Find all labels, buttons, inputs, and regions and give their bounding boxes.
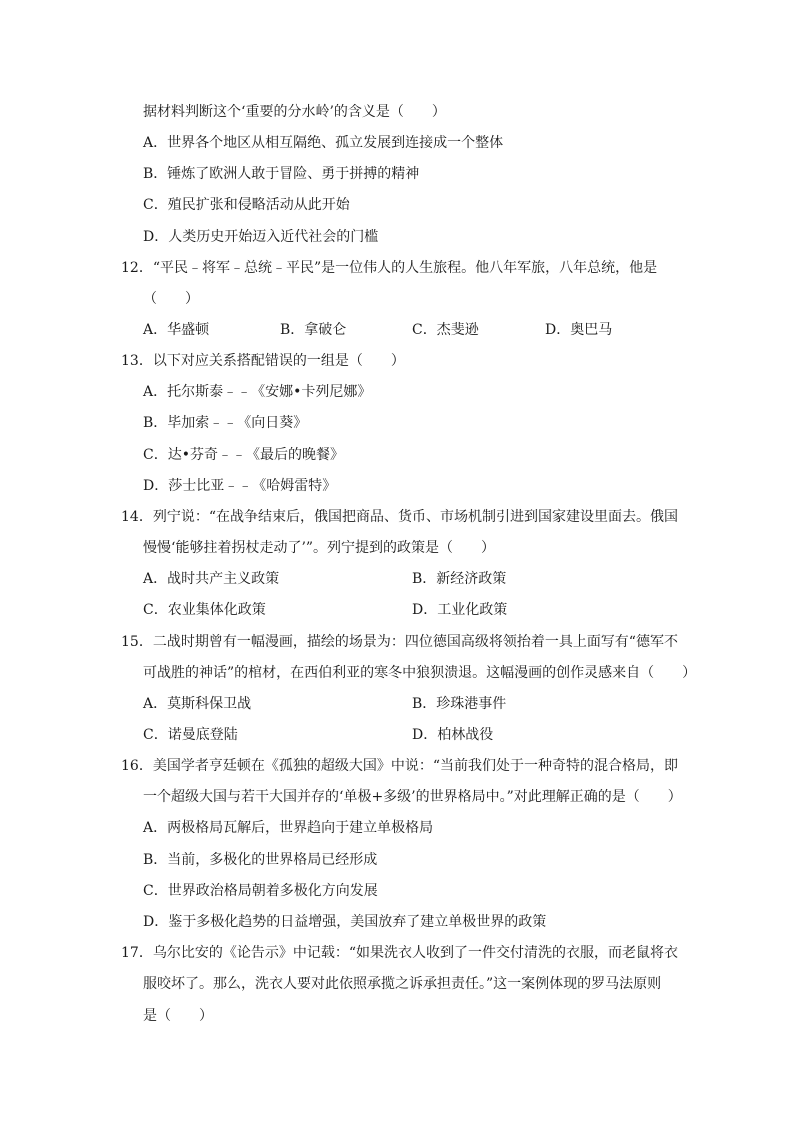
q12-option-d: D．奥巴马 [545, 322, 613, 338]
q12-option-c: C．杰斐逊 [412, 322, 479, 338]
q14-option-c: C．农业集体化政策 [143, 602, 266, 618]
q16-option-d: D．鉴于多极化趋势的日益增强，美国放弃了建立单极世界的政策 [143, 914, 547, 930]
q17-stem-cont: 服咬坏了。那么，洗衣人要对此依照承揽之诉承担责任。”这一案例体现的罗马法原则 [143, 976, 662, 992]
q15-stem-cont: 可战胜的神话”的棺材，在西伯利亚的寒冬中狼狈溃退。这幅漫画的创作灵感来自（ ） [143, 665, 697, 681]
q16-stem-cont: 一个超级大国与若干大国并存的‘单极+多级’的世界格局中。”对此理解正确的是（ ） [143, 789, 682, 805]
q11-option-d: D．人类历史开始迈入近代社会的门槛 [143, 229, 379, 245]
q16-option-a: A．两极格局瓦解后，世界趋向于建立单极格局 [143, 820, 434, 836]
q11-stem-tail: 据材料判断这个‘重要的分水岭’的含义是（ ） [143, 104, 446, 120]
q16-option-b: B．当前，多极化的世界格局已经形成 [143, 852, 378, 868]
q16-option-c: C．世界政治格局朝着多极化方向发展 [143, 883, 378, 899]
q15-option-d: D．柏林战役 [412, 727, 494, 743]
q11-option-a: A．世界各个地区从相互隔绝、孤立发展到连接成一个整体 [143, 135, 504, 151]
q12-option-a: A．华盛顿 [143, 322, 210, 338]
q17-stem-cont2: 是（ ） [143, 1008, 213, 1024]
q13-option-d: D．莎士比亚﹣﹣《哈姆雷特》 [143, 478, 337, 494]
q13-option-b: B．毕加索﹣﹣《向日葵》 [143, 415, 308, 431]
q15-option-b: B．珍珠港事件 [412, 696, 507, 712]
q11-option-c: C．殖民扩张和侵略活动从此开始 [143, 197, 350, 213]
q13-option-c: C．达•芬奇﹣﹣《最后的晚餐》 [143, 447, 344, 463]
q14-stem: 14．列宁说：“在战争结束后，俄国把商品、货币、市场机制引进到国家建设里面去。俄国 [121, 509, 678, 525]
q16-stem: 16．美国学者亨廷顿在《孤独的超级大国》中说：“当前我们处于一种奇特的混合格局，即 [121, 758, 678, 774]
q12-stem: 12．“平民﹣将军﹣总统﹣平民”是一位伟人的人生旅程。他八年军旅，八年总统，他是 [121, 260, 658, 276]
q12-option-b: B．拿破仑 [280, 322, 347, 338]
q17-stem: 17．乌尔比安的《论告示》中记载：“如果洗衣人收到了一件交付清洗的衣服，而老鼠将衣 [121, 945, 678, 961]
q15-stem: 15．二战时期曾有一幅漫画，描绘的场景为：四位德国高级将领抬着一具上面写有“德军不 [121, 634, 678, 650]
q12-stem-cont: （ ） [143, 291, 199, 307]
q15-option-c: C．诺曼底登陆 [143, 727, 238, 743]
q15-option-a: A．莫斯科保卫战 [143, 696, 252, 712]
q14-option-b: B．新经济政策 [412, 571, 507, 587]
q14-stem-cont: 慢慢‘能够拄着拐杖走动了’”。列宁提到的政策是（ ） [143, 540, 496, 556]
q14-option-a: A．战时共产主义政策 [143, 571, 280, 587]
q13-stem: 13．以下对应关系搭配错误的一组是（ ） [121, 353, 405, 369]
q13-option-a: A．托尔斯泰﹣﹣《安娜•卡列尼娜》 [143, 384, 372, 400]
q11-option-b: B．锤炼了欧洲人敢于冒险、勇于拼搏的精神 [143, 166, 420, 182]
q14-option-d: D．工业化政策 [412, 602, 508, 618]
